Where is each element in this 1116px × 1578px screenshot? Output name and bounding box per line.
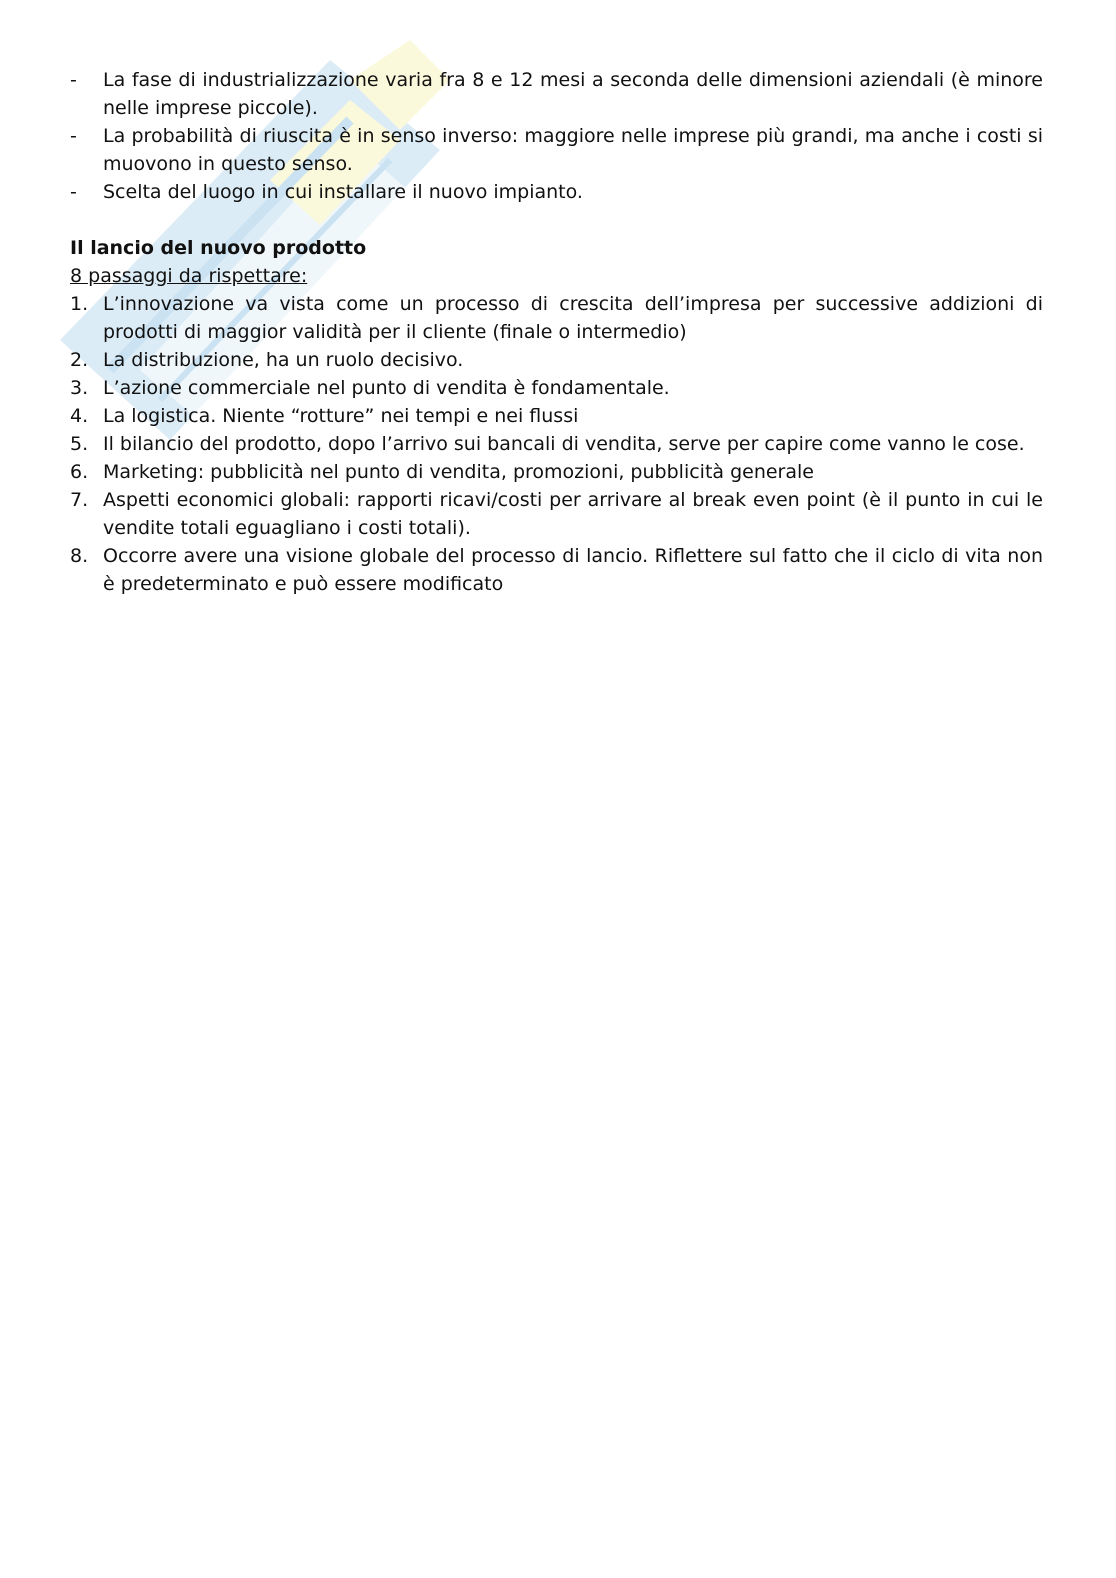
step-text: Aspetti economici globali: rapporti ricavi/costi per arrivare al break even point (è il punto in cui le vendite totali eguagliano i costi totali). [103, 489, 1043, 539]
step-number: 1. [70, 293, 89, 315]
step-number: 6. [70, 461, 89, 483]
step-number: 8. [70, 545, 89, 567]
list-item [70, 346, 1043, 374]
document-body [70, 66, 1043, 598]
bullet-marker: - [70, 69, 77, 91]
step-text: La distribuzione, ha un ruolo decisivo. [103, 349, 464, 371]
step-number: 2. [70, 349, 89, 371]
bullet-text: Scelta del luogo in cui installare il nuovo impianto. [103, 181, 583, 203]
list-item [70, 542, 1043, 598]
bullet-text: La fase di industrializzazione varia fra 8 e 12 mesi a seconda delle dimensioni aziendali (è minore nelle imprese piccole). [103, 69, 1043, 119]
list-item [70, 402, 1043, 430]
list-item [70, 430, 1043, 458]
section-title: Il lancio del nuovo prodotto [70, 237, 367, 259]
step-text: L’azione commerciale nel punto di vendita è fondamentale. [103, 377, 670, 399]
bullet-marker: - [70, 181, 77, 203]
step-number: 4. [70, 405, 89, 427]
step-text: Occorre avere una visione globale del processo di lancio. Riflettere sul fatto che il ciclo di vita non è predeterminato e può essere modificato [103, 545, 1043, 595]
bullet-marker: - [70, 125, 77, 147]
section-subtitle: 8 passaggi da rispettare: [70, 265, 308, 287]
step-text: Marketing: pubblicità nel punto di vendita, promozioni, pubblicità generale [103, 461, 814, 483]
step-number: 7. [70, 489, 89, 511]
step-text: Il bilancio del prodotto, dopo l’arrivo sui bancali di vendita, serve per capire come vanno le cose. [103, 433, 1025, 455]
list-item [70, 486, 1043, 542]
bullet-list [70, 66, 1043, 206]
list-item [70, 66, 1043, 122]
steps-list [70, 290, 1043, 598]
list-item [70, 458, 1043, 486]
step-number: 5. [70, 433, 89, 455]
list-item [70, 374, 1043, 402]
list-item [70, 122, 1043, 178]
list-item [70, 178, 1043, 206]
step-number: 3. [70, 377, 89, 399]
step-text: La logistica. Niente “rotture” nei tempi e nei flussi [103, 405, 579, 427]
list-item [70, 290, 1043, 346]
step-text: L’innovazione va vista come un processo di crescita dell’impresa per successive addizioni di prodotti di maggior validità per il cliente (finale o intermedio) [103, 293, 1043, 343]
bullet-text: La probabilità di riuscita è in senso inverso: maggiore nelle imprese più grandi, ma anche i costi si muovono in questo senso. [103, 125, 1043, 175]
